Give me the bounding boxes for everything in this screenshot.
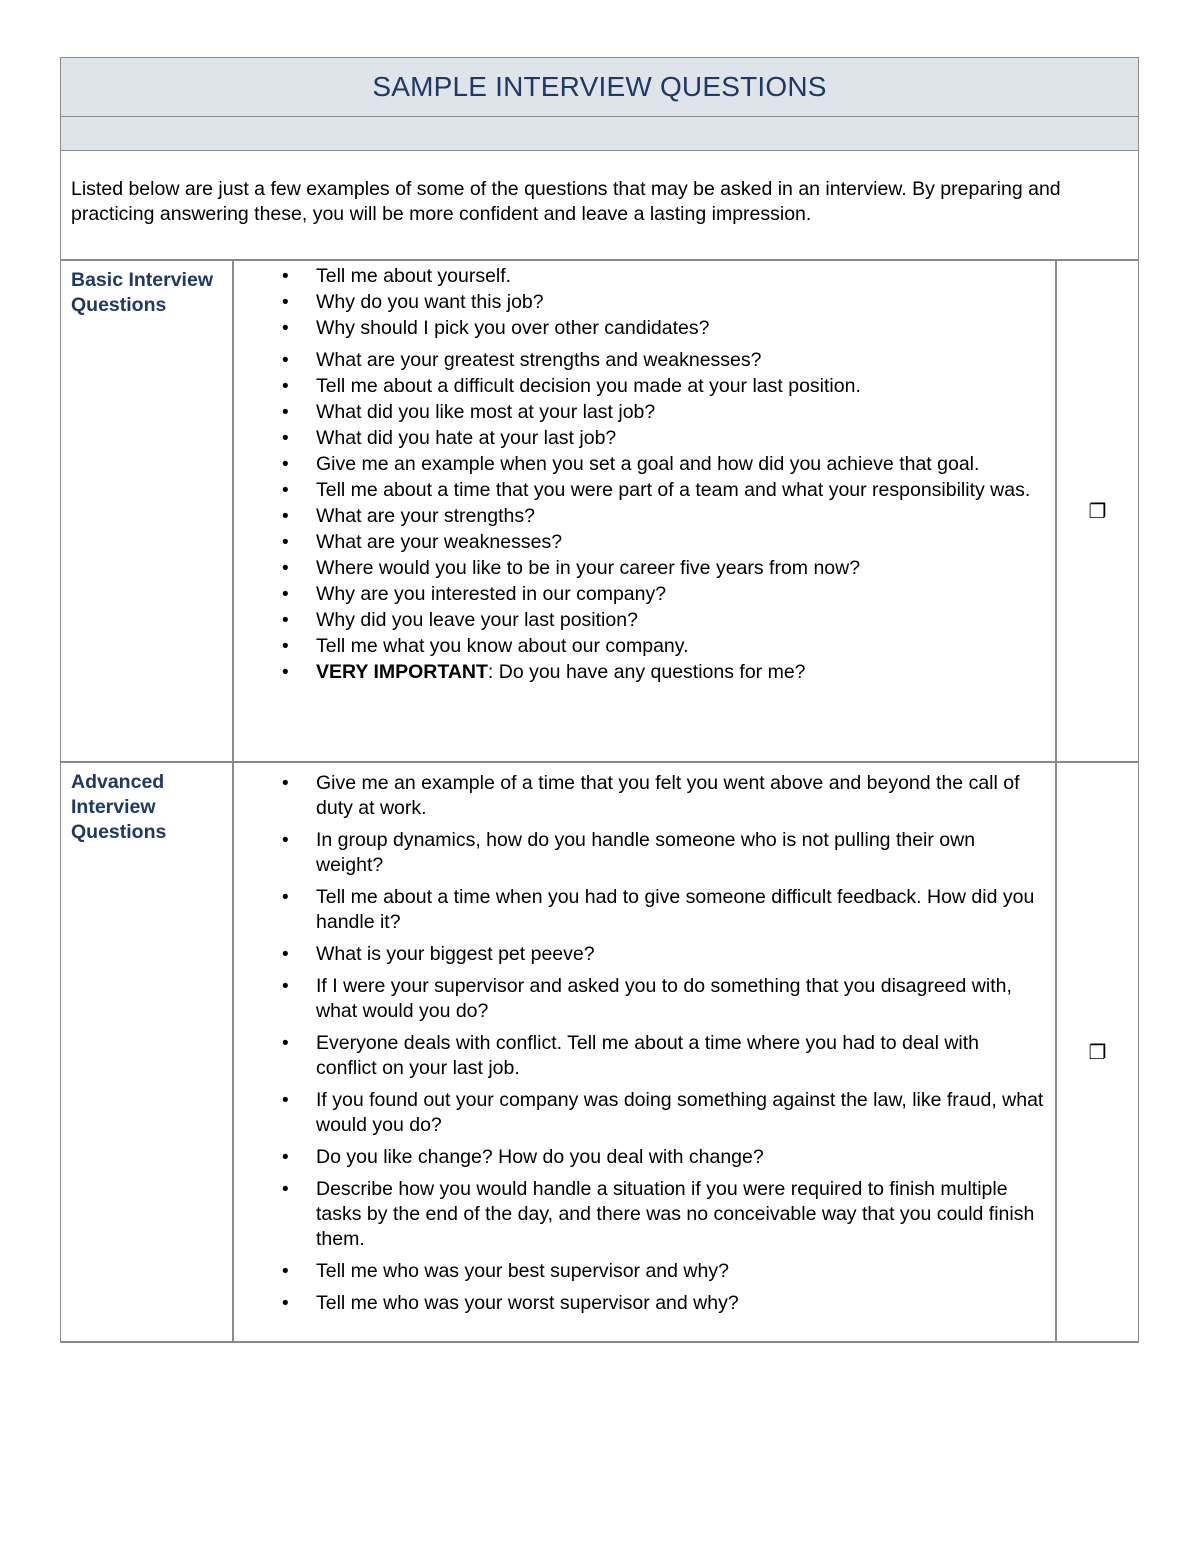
list-item: • Tell me about a time that you were part of a team and what your responsibility was. — [234, 478, 1045, 503]
basic-questions-label: Basic Interview Questions — [61, 261, 234, 761]
list-item: • Describe how you would handle a situation if you were required to finish multiple tasks by the end of the day, and there was no conceivable way that you could finish them. — [234, 1177, 1045, 1252]
list-item: • Give me an example when you set a goal and how did you achieve that goal. — [234, 452, 1045, 477]
list-item: • Give me an example of a time that you felt you went above and beyond the call of duty at work. — [234, 771, 1045, 821]
checkbox-icon[interactable]: ❐ — [1088, 1041, 1107, 1064]
list-item: • Where would you like to be in your career five years from now? — [234, 556, 1045, 581]
list-item: • What did you like most at your last job? — [234, 400, 1045, 425]
list-item: • Tell me about a time when you had to give someone difficult feedback. How did you handle it? — [234, 885, 1045, 935]
intro-row — [60, 151, 1139, 261]
advanced-questions-row — [60, 763, 1139, 1343]
list-item: • What are your greatest strengths and weaknesses? — [234, 348, 1045, 373]
basic-questions-list — [234, 264, 1045, 685]
important-question: : Do you have any questions for me? — [487, 661, 806, 683]
basic-questions-row — [60, 261, 1139, 763]
basic-checkbox-cell — [1057, 261, 1138, 761]
list-item: • Tell me what you know about our company. — [234, 634, 1045, 659]
list-item: • Tell me who was your worst supervisor and why? — [234, 1291, 1045, 1316]
list-item: • Tell me about yourself. — [234, 264, 1045, 289]
list-item: • Why should I pick you over other candidates? — [234, 316, 1045, 341]
checkbox-icon[interactable]: ❐ — [1088, 500, 1107, 523]
list-item: • What is your biggest pet peeve? — [234, 942, 1045, 967]
list-item: • What did you hate at your last job? — [234, 426, 1045, 451]
list-item: • What are your weaknesses? — [234, 530, 1045, 555]
list-item: • Tell me who was your best supervisor and why? — [234, 1259, 1045, 1284]
list-item: • In group dynamics, how do you handle someone who is not pulling their own weight? — [234, 828, 1045, 878]
interview-questions-document — [60, 57, 1139, 1343]
advanced-questions-label: Advanced Interview Questions — [61, 763, 234, 1341]
list-item: • Why do you want this job? — [234, 290, 1045, 315]
list-item: • Tell me about a difficult decision you made at your last position. — [234, 374, 1045, 399]
list-item-important — [234, 660, 1045, 685]
advanced-questions-list — [234, 771, 1045, 1316]
list-item: • Why did you leave your last position? — [234, 608, 1045, 633]
page-title: SAMPLE INTERVIEW QUESTIONS — [372, 71, 827, 102]
list-item: • Everyone deals with conflict. Tell me about a time where you had to deal with conflict on your last job. — [234, 1031, 1045, 1081]
basic-questions-cell — [234, 261, 1057, 761]
list-item: • If I were your supervisor and asked you to do something that you disagreed with, what would you do? — [234, 974, 1045, 1024]
list-item: • Why are you interested in our company? — [234, 582, 1045, 607]
list-item: • What are your strengths? — [234, 504, 1045, 529]
list-item: • If you found out your company was doing something against the law, like fraud, what would you do? — [234, 1088, 1045, 1138]
intro-text: Listed below are just a few examples of some of the questions that may be asked in an interview. By preparing and practicing answering these, you will be more confident and leave a lasting impression. — [71, 178, 1061, 225]
list-item: • Do you like change? How do you deal with change? — [234, 1145, 1045, 1170]
blank-header-row — [60, 117, 1139, 151]
advanced-questions-cell — [234, 763, 1057, 1341]
important-prefix: VERY IMPORTANT — [316, 661, 488, 683]
advanced-checkbox-cell — [1057, 763, 1138, 1341]
title-row — [60, 57, 1139, 117]
